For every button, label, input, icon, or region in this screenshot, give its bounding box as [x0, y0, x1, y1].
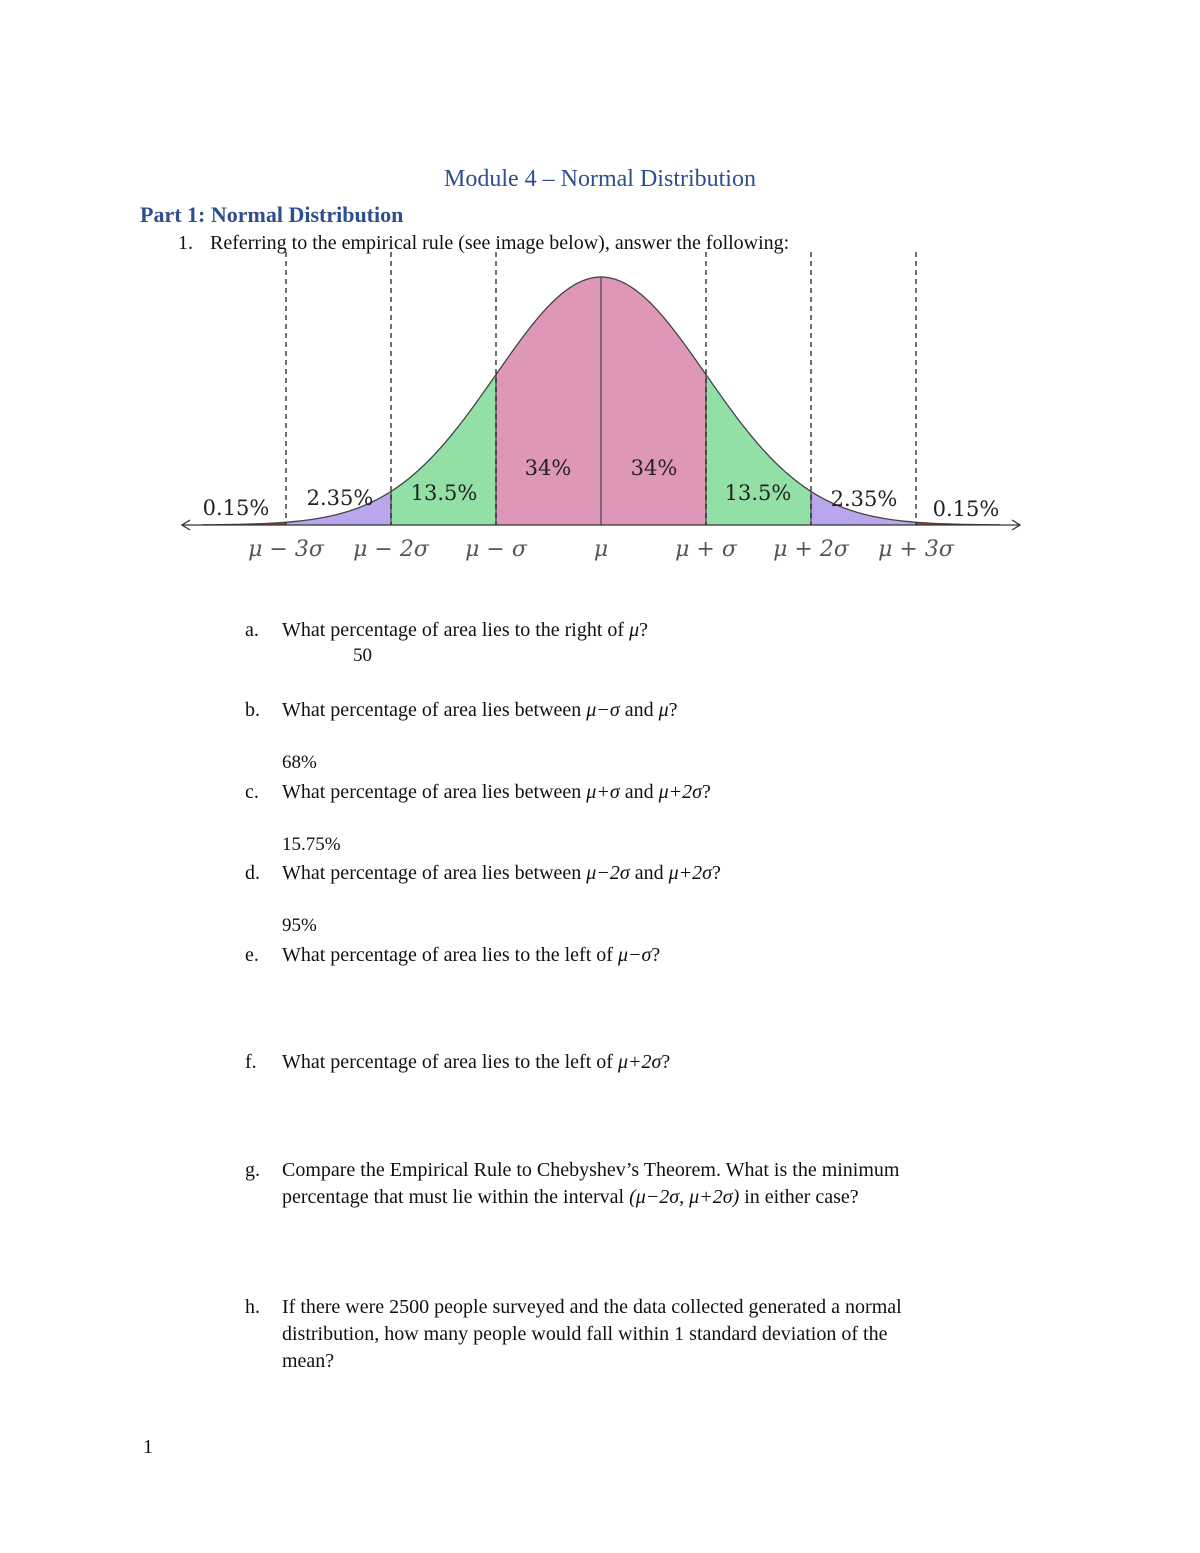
answer-b: 68% — [282, 752, 317, 773]
question-text: mean? — [282, 1350, 335, 1372]
empirical-rule-chart — [0, 250, 1200, 580]
question-text: in either case? — [739, 1186, 859, 1208]
math-expression: μ+2σ — [617, 1051, 662, 1073]
question-text: and — [619, 781, 659, 803]
question-b — [245, 697, 678, 724]
question-text: and — [629, 862, 669, 884]
question-text: and — [619, 699, 659, 721]
math-expression: μ+2σ — [668, 862, 712, 884]
question-text: What percentage of area lies to the left of — [282, 944, 618, 966]
tick-label: μ + σ — [675, 537, 737, 562]
question-text: What percentage of area lies between — [282, 781, 587, 803]
answer-a: 50 — [353, 645, 372, 666]
math-expression: μ−2σ — [586, 862, 630, 884]
tick-label: μ − 2σ — [353, 537, 429, 562]
tick-label: μ − σ — [465, 537, 527, 562]
region-label: 13.5% — [410, 481, 478, 505]
question-letter: g. — [245, 1159, 260, 1181]
question-letter: a. — [245, 619, 259, 641]
math-expression: μ — [629, 619, 640, 641]
math-expression: μ+2σ — [658, 781, 702, 803]
math-expression: μ — [658, 699, 669, 721]
part-heading: Part 1: Normal Distribution — [140, 202, 404, 227]
question-text: distribution, how many people would fall within 1 standard deviation of the — [282, 1323, 888, 1345]
question-letter: h. — [245, 1296, 260, 1318]
question-h — [245, 1294, 902, 1372]
intro-number: 1. — [178, 232, 193, 254]
question-a — [245, 617, 648, 644]
page-number: 1 — [143, 1436, 153, 1458]
math-expression: μ−σ — [586, 699, 620, 721]
question-letter: e. — [245, 944, 259, 966]
intro-text: Referring to the empirical rule (see image below), answer the following: — [210, 232, 790, 254]
question-text: If there were 2500 people surveyed and the data collected generated a normal — [282, 1296, 902, 1318]
answer-c: 15.75% — [282, 834, 341, 855]
answer-d: 95% — [282, 915, 317, 936]
question-punct: ? — [668, 699, 678, 721]
question-text: What percentage of area lies to the left of — [282, 1051, 618, 1073]
region-label: 34% — [630, 456, 678, 480]
region-3 — [496, 277, 601, 525]
region-4 — [601, 277, 706, 525]
question-c — [245, 779, 711, 806]
question-punct: ? — [651, 944, 661, 966]
question-g — [245, 1157, 900, 1208]
question-text: What percentage of area lies to the right of — [282, 619, 630, 641]
region-label: 0.15% — [932, 497, 1000, 521]
math-expression: μ−σ — [617, 944, 652, 966]
tick-label: μ — [593, 537, 609, 562]
question-letter: f. — [245, 1051, 257, 1073]
region-label: 34% — [524, 456, 572, 480]
question-text: percentage that must lie within the interval — [282, 1186, 630, 1208]
math-expression: μ+σ — [586, 781, 620, 803]
question-f — [245, 1049, 670, 1076]
question-letter: d. — [245, 862, 260, 884]
tick-label: μ + 2σ — [773, 537, 849, 562]
tick-label: μ + 3σ — [878, 537, 954, 562]
question-text: What percentage of area lies between — [282, 699, 587, 721]
region-label: 13.5% — [724, 481, 792, 505]
question-punct: ? — [701, 781, 711, 803]
question-e — [245, 942, 660, 969]
question-d — [245, 860, 721, 887]
region-label: 0.15% — [202, 496, 270, 520]
question-punct: ? — [639, 619, 648, 641]
region-label: 2.35% — [830, 487, 898, 511]
question-letter: c. — [245, 781, 259, 803]
question-text: What percentage of area lies between — [282, 862, 587, 884]
question-punct: ? — [711, 862, 721, 884]
math-expression: (μ−2σ, μ+2σ) — [629, 1186, 740, 1208]
tick-label: μ − 3σ — [248, 537, 324, 562]
question-punct: ? — [661, 1051, 671, 1073]
region-label: 2.35% — [306, 486, 374, 510]
question-body — [282, 1294, 1022, 1375]
question-letter: b. — [245, 699, 260, 721]
question-body — [282, 1157, 1022, 1211]
document-title: Module 4 – Normal Distribution — [444, 166, 756, 192]
question-text: Compare the Empirical Rule to Chebyshev’s Theorem. What is the minimum — [282, 1159, 900, 1181]
